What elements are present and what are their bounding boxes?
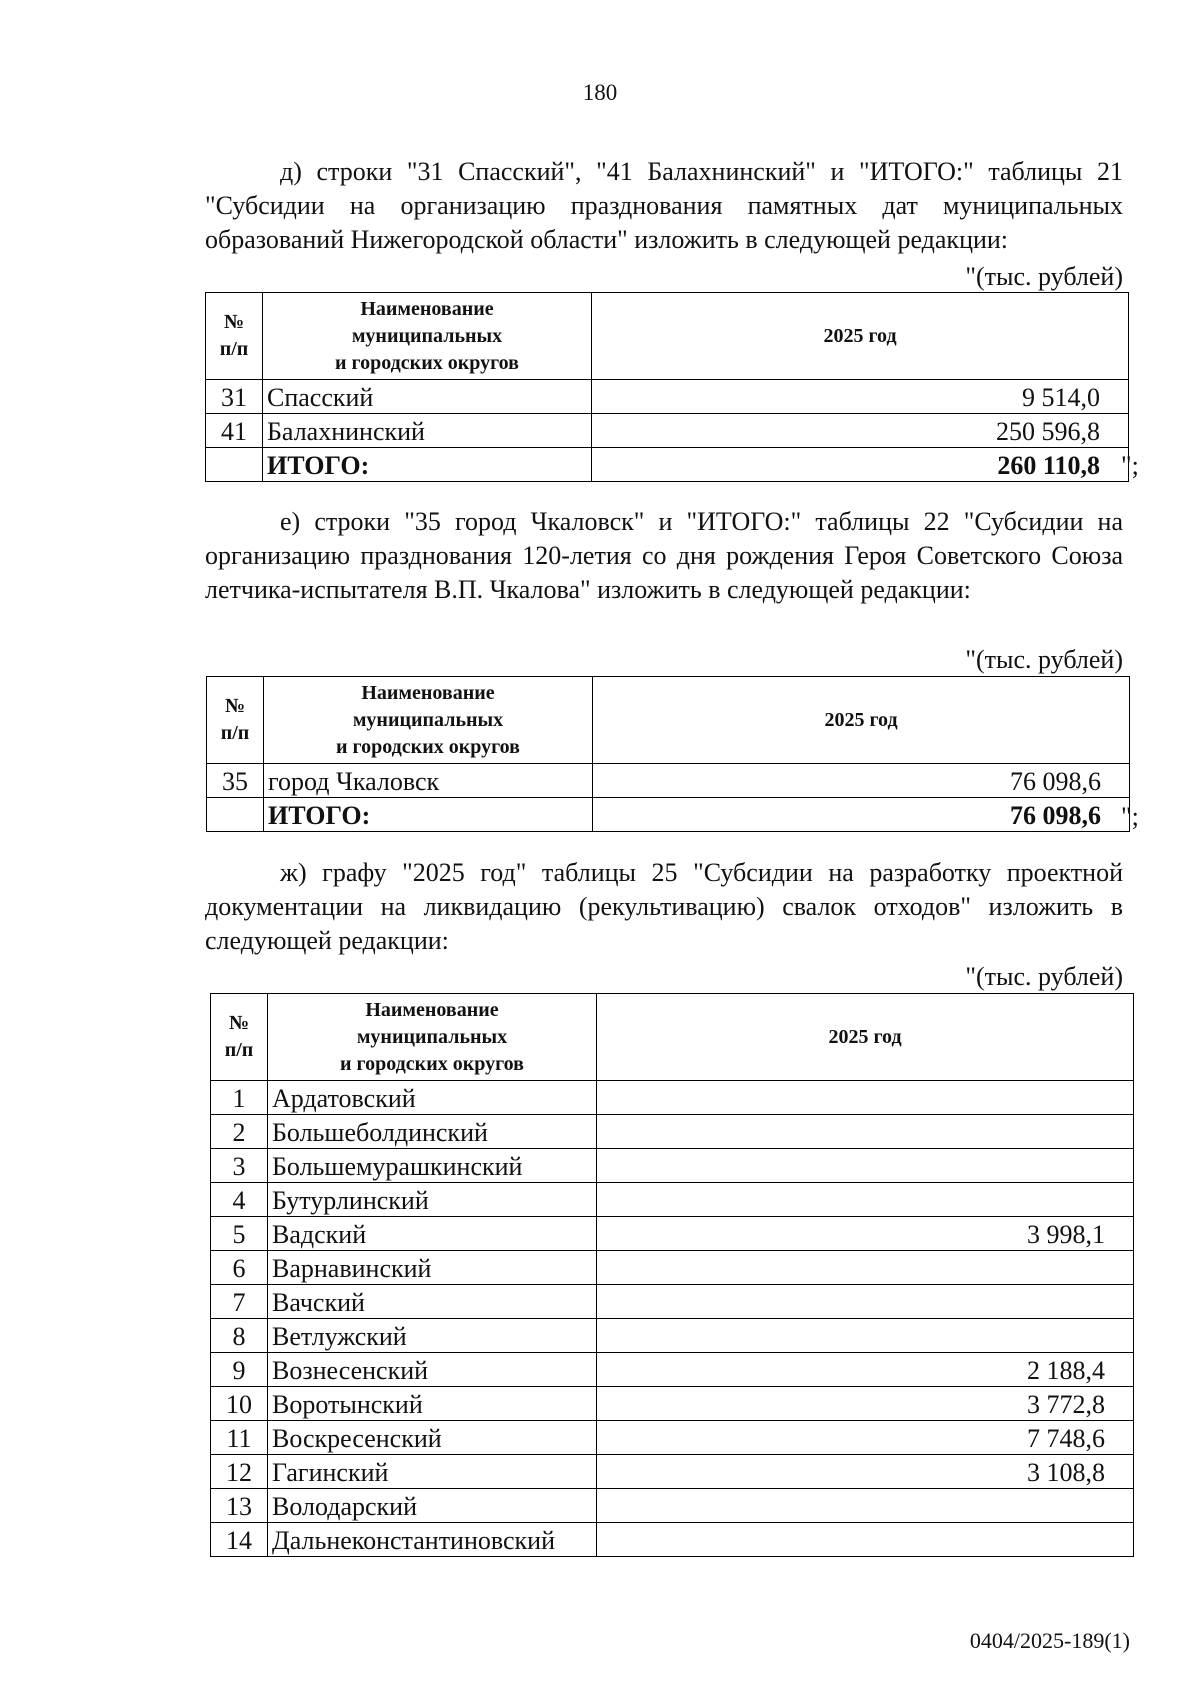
row-name: Вознесенский bbox=[268, 1353, 597, 1387]
row-num: 41 bbox=[206, 414, 263, 448]
table-row bbox=[211, 1387, 1134, 1421]
row-name: Вадский bbox=[268, 1217, 597, 1251]
row-num: 13 bbox=[211, 1489, 268, 1523]
quote-closer: "; bbox=[1121, 802, 1139, 831]
row-num: 9 bbox=[211, 1353, 268, 1387]
row-name: Ардатовский bbox=[268, 1081, 597, 1115]
row-num: 31 bbox=[206, 380, 263, 414]
row-value bbox=[597, 1251, 1134, 1285]
row-name: Гагинский bbox=[268, 1455, 597, 1489]
table-row bbox=[211, 1081, 1134, 1115]
total-row bbox=[206, 448, 1129, 482]
row-num: 4 bbox=[211, 1183, 268, 1217]
row-name: Бутурлинский bbox=[268, 1183, 597, 1217]
table-row bbox=[211, 1455, 1134, 1489]
row-num: 3 bbox=[211, 1149, 268, 1183]
header-year: 2025 год bbox=[592, 293, 1129, 380]
table-22 bbox=[206, 676, 1130, 832]
row-name: Ветлужский bbox=[268, 1319, 597, 1353]
header-name: Наименование муниципальных и городских округов bbox=[268, 994, 597, 1081]
row-num: 12 bbox=[211, 1455, 268, 1489]
header-num: № п/п bbox=[206, 293, 263, 380]
row-value bbox=[597, 1183, 1134, 1217]
table-row bbox=[206, 414, 1129, 448]
row-name: Воротынский bbox=[268, 1387, 597, 1421]
row-value bbox=[597, 1285, 1134, 1319]
row-value: 3 772,8 bbox=[597, 1387, 1134, 1421]
row-num: 5 bbox=[211, 1217, 268, 1251]
row-num: 10 bbox=[211, 1387, 268, 1421]
table-21 bbox=[205, 292, 1129, 482]
row-num: 35 bbox=[207, 764, 264, 798]
total-value: 260 110,8 bbox=[592, 448, 1129, 482]
total-label: ИТОГО: bbox=[264, 798, 593, 832]
table-row bbox=[211, 1183, 1134, 1217]
section-d-text: д) строки "31 Спасский", "41 Балахнинский" и "ИТОГО:" таблицы 21 "Субсидии на организацию празднования памятных дат муниципальных образований Нижегородской области" изложить в следующей редакции: bbox=[205, 157, 1123, 254]
quote-closer: "; bbox=[1121, 451, 1139, 480]
row-value bbox=[597, 1081, 1134, 1115]
row-name: Воскресенский bbox=[268, 1421, 597, 1455]
row-name: Балахнинский bbox=[263, 414, 592, 448]
row-name: Спасский bbox=[263, 380, 592, 414]
row-name: Варнавинский bbox=[268, 1251, 597, 1285]
row-value: 3 108,8 bbox=[597, 1455, 1134, 1489]
table-row bbox=[206, 380, 1129, 414]
row-value: 7 748,6 bbox=[597, 1421, 1134, 1455]
table-row bbox=[211, 1285, 1134, 1319]
row-num: 6 bbox=[211, 1251, 268, 1285]
total-value: 76 098,6 bbox=[593, 798, 1130, 832]
document-code: 0404/2025-189(1) bbox=[969, 1628, 1130, 1653]
table-25-body bbox=[211, 1081, 1134, 1557]
row-name: Вачский bbox=[268, 1285, 597, 1319]
total-row bbox=[207, 798, 1130, 832]
row-num: 14 bbox=[211, 1523, 268, 1557]
row-value: 250 596,8 bbox=[592, 414, 1129, 448]
table-row bbox=[211, 1251, 1134, 1285]
table-row bbox=[211, 1523, 1134, 1557]
section-e-unit: "(тыс. рублей) bbox=[965, 645, 1123, 674]
table-row bbox=[211, 1149, 1134, 1183]
row-value bbox=[597, 1523, 1134, 1557]
row-num: 7 bbox=[211, 1285, 268, 1319]
row-value bbox=[597, 1319, 1134, 1353]
page-number: 180 bbox=[582, 80, 618, 105]
row-name: Володарский bbox=[268, 1489, 597, 1523]
row-value: 2 188,4 bbox=[597, 1353, 1134, 1387]
row-value bbox=[597, 1149, 1134, 1183]
row-name: Большеболдинский bbox=[268, 1115, 597, 1149]
section-zh-text: ж) графу "2025 год" таблицы 25 "Субсидии на разработку проектной документации на ликвидацию (рекультивацию) свалок отходов" изложить в следующей редакции: bbox=[205, 858, 1123, 955]
row-value: 3 998,1 bbox=[597, 1217, 1134, 1251]
table-row bbox=[207, 764, 1130, 798]
header-name: Наименование муниципальных и городских округов bbox=[264, 677, 593, 764]
row-value: 76 098,6 bbox=[593, 764, 1130, 798]
row-num: 11 bbox=[211, 1421, 268, 1455]
table-row bbox=[211, 1489, 1134, 1523]
row-value bbox=[597, 1115, 1134, 1149]
row-num: 1 bbox=[211, 1081, 268, 1115]
row-value: 9 514,0 bbox=[592, 380, 1129, 414]
row-name: город Чкаловск bbox=[264, 764, 593, 798]
section-d-unit: "(тыс. рублей) bbox=[965, 262, 1123, 291]
table-header-row bbox=[207, 677, 1130, 764]
section-e-text: е) строки "35 город Чкаловск" и "ИТОГО:" таблицы 22 "Субсидии на организацию празднования 120-летия со дня рождения Героя Советского Союза летчика-испытателя В.П. Чкалова" изложить в следующей редакции: bbox=[205, 507, 1123, 604]
table-row bbox=[211, 1421, 1134, 1455]
header-year: 2025 год bbox=[593, 677, 1130, 764]
header-num: № п/п bbox=[207, 677, 264, 764]
row-num: 8 bbox=[211, 1319, 268, 1353]
table-row bbox=[211, 1115, 1134, 1149]
table-25 bbox=[210, 993, 1134, 1557]
table-row bbox=[211, 1217, 1134, 1251]
row-value bbox=[597, 1489, 1134, 1523]
row-name: Большемурашкинский bbox=[268, 1149, 597, 1183]
row-name: Дальнеконстантиновский bbox=[268, 1523, 597, 1557]
header-num: № п/п bbox=[211, 994, 268, 1081]
table-header-row bbox=[206, 293, 1129, 380]
header-year: 2025 год bbox=[597, 994, 1134, 1081]
table-row bbox=[211, 1319, 1134, 1353]
total-label: ИТОГО: bbox=[263, 448, 592, 482]
section-zh-unit: "(тыс. рублей) bbox=[965, 962, 1123, 991]
row-num: 2 bbox=[211, 1115, 268, 1149]
header-name: Наименование муниципальных и городских округов bbox=[263, 293, 592, 380]
table-row bbox=[211, 1353, 1134, 1387]
table-header-row bbox=[211, 994, 1134, 1081]
